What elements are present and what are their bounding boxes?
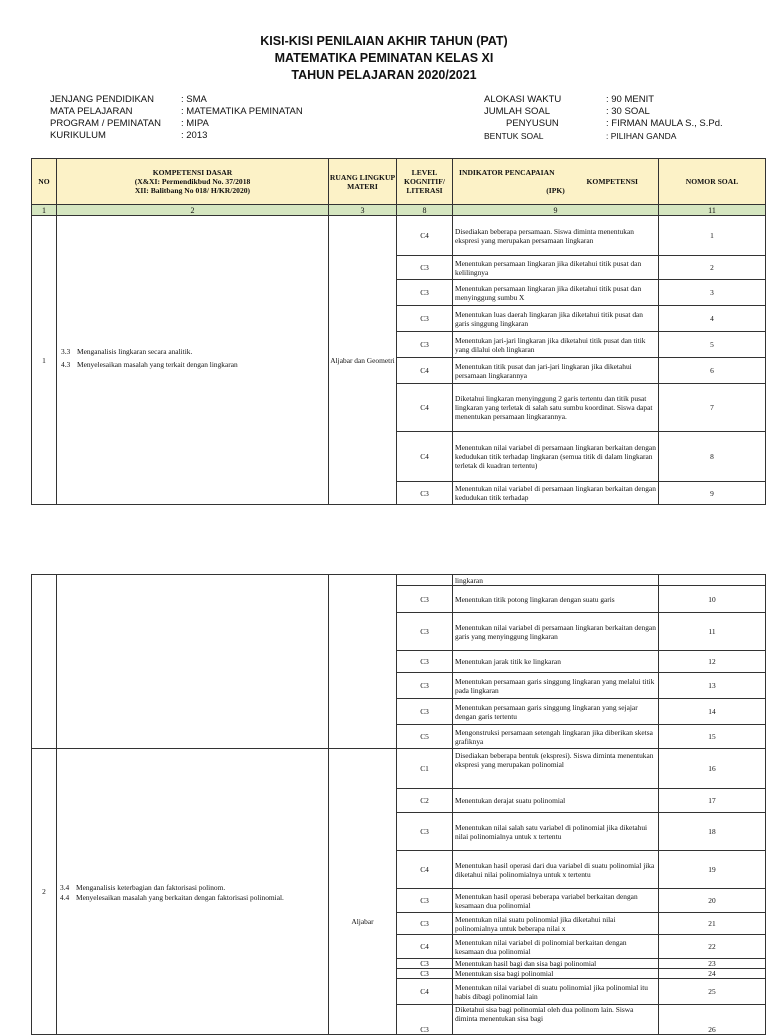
- indikator-cell: Menentukan persamaan garis singgung lingkaran yang sejajar dengan garis tertentu: [453, 699, 659, 725]
- header-kd-line1: KOMPETENSI DASAR: [152, 168, 233, 177]
- nomor-cell: 26: [659, 1005, 766, 1035]
- level-cell: C3: [397, 889, 453, 913]
- header-indikator: [453, 159, 659, 205]
- level-cell: C3: [397, 651, 453, 673]
- indikator-cell: Menentukan persamaan lingkaran jika diketahui titik pusat dan kelilingnya: [453, 256, 659, 280]
- nomor-cell: 2: [659, 256, 766, 280]
- nomor-cell: 14: [659, 699, 766, 725]
- nomor-cell: 8: [659, 432, 766, 482]
- kompetensi-dasar-cell: [57, 749, 329, 1035]
- header-no: NO: [32, 159, 57, 205]
- level-cell: C3: [397, 813, 453, 851]
- materi-cell: Aljabar dan Geometri: [329, 216, 397, 505]
- indikator-cell: Menentukan jari-jari lingkaran jika diketahui titik pusat dan titik yang dilalui oleh lingkaran: [453, 332, 659, 358]
- header-ind-line2: KOMPETENSI: [586, 177, 638, 186]
- info-value: : SMA: [181, 94, 207, 105]
- header-level-kognitif: LEVEL KOGNITIF/ LITERASI: [397, 159, 453, 205]
- document-title-line3: TAHUN PELAJARAN 2020/2021: [291, 68, 477, 82]
- nomor-cell: 9: [659, 482, 766, 505]
- info-label: KURIKULUM: [50, 130, 106, 141]
- nomor-cell: 11: [659, 613, 766, 651]
- kisi-kisi-table-page-1: [31, 158, 766, 505]
- indikator-cell: Menentukan hasil bagi dan sisa bagi polinomial: [453, 959, 659, 969]
- nomor-cell: [659, 575, 766, 586]
- indikator-cell: Menentukan derajat suatu polinomial: [453, 789, 659, 813]
- materi-cell: [329, 575, 397, 749]
- nomor-cell: 7: [659, 384, 766, 432]
- level-cell: C4: [397, 216, 453, 256]
- table-row: [32, 749, 766, 789]
- level-cell: C3: [397, 332, 453, 358]
- info-label: JUMLAH SOAL: [484, 106, 550, 117]
- level-cell: [397, 575, 453, 586]
- level-cell: C2: [397, 789, 453, 813]
- kd-item: 4.4 Menyelesaikan masalah yang berkaitan dengan faktorisasi polinomial.: [60, 892, 284, 902]
- level-cell: C4: [397, 384, 453, 432]
- nomor-cell: 25: [659, 979, 766, 1005]
- nomor-cell: 22: [659, 935, 766, 959]
- info-value: : PILIHAN GANDA: [606, 131, 677, 141]
- indikator-cell: Disediakan beberapa persamaan. Siswa diminta menentukan ekspresi yang merupakan persamaan lingkaran: [453, 216, 659, 256]
- info-value: : 90 MENIT: [606, 94, 655, 105]
- row-number: [32, 575, 57, 749]
- indikator-cell: Menentukan nilai salah satu variabel di polinomial jika diketahui nilai polinomialnya untuk x tertentu: [453, 813, 659, 851]
- kisi-kisi-table-page-2: [31, 574, 766, 1035]
- level-cell: C4: [397, 358, 453, 384]
- level-cell: C4: [397, 432, 453, 482]
- nomor-cell: 13: [659, 673, 766, 699]
- info-right: [484, 94, 723, 142]
- level-cell: C3: [397, 959, 453, 969]
- level-cell: C5: [397, 725, 453, 749]
- column-number: 11: [659, 205, 766, 216]
- column-number: 1: [32, 205, 57, 216]
- info-value: : 30 SOAL: [606, 106, 650, 117]
- level-cell: C4: [397, 851, 453, 889]
- nomor-cell: 24: [659, 969, 766, 979]
- info-label: BENTUK SOAL: [484, 131, 544, 141]
- info-value: : 2013: [181, 130, 208, 141]
- nomor-cell: 21: [659, 913, 766, 935]
- kd-item: 3.4 Menganalisis keterbagian dan faktorisasi polinom.: [60, 882, 226, 892]
- indikator-cell: Menentukan nilai variabel di suatu polinomial jika polinomial itu habis dibagi polinomial lain: [453, 979, 659, 1005]
- nomor-cell: 15: [659, 725, 766, 749]
- info-row-alokasi: [484, 94, 723, 106]
- nomor-cell: 6: [659, 358, 766, 384]
- info-label: ALOKASI WAKTU: [484, 94, 562, 105]
- level-cell: C3: [397, 256, 453, 280]
- level-cell: C3: [397, 306, 453, 332]
- nomor-cell: 10: [659, 586, 766, 613]
- header-kd-line2: (X&XI: Permendikbud No. 37/2018: [134, 177, 251, 186]
- info-row-program: [50, 118, 303, 130]
- column-number: 2: [57, 205, 329, 216]
- table-row: [32, 216, 766, 256]
- nomor-cell: 1: [659, 216, 766, 256]
- kd-item: 4.3 Menyelesaikan masalah yang terkait dengan lingkaran: [61, 360, 238, 369]
- level-cell: C3: [397, 482, 453, 505]
- info-row-penyusun: [484, 118, 723, 130]
- info-row-jenjang: [50, 94, 303, 106]
- level-cell: C4: [397, 935, 453, 959]
- level-cell: C1: [397, 749, 453, 789]
- row-number: 2: [32, 749, 57, 1035]
- indikator-cell: lingkaran: [453, 575, 659, 586]
- document-title-line1: KISI-KISI PENILAIAN AKHIR TAHUN (PAT): [260, 34, 508, 48]
- header-kompetensi-dasar: [57, 159, 329, 205]
- nomor-cell: 20: [659, 889, 766, 913]
- header-ruang-lingkup: RUANG LINGKUP MATERI: [329, 159, 397, 205]
- info-label: PROGRAM / PEMINATAN: [50, 118, 162, 129]
- level-cell: C3: [397, 969, 453, 979]
- document-title-line2: MATEMATIKA PEMINATAN KELAS XI: [274, 51, 494, 65]
- level-cell: C4: [397, 979, 453, 1005]
- column-number-row: [32, 205, 766, 216]
- level-cell: C3: [397, 586, 453, 613]
- table-row: [32, 575, 766, 586]
- info-label: JENJANG PENDIDIKAN: [50, 94, 154, 105]
- info-row-jumlah: [484, 106, 723, 118]
- indikator-cell: Menentukan persamaan garis singgung lingkaran yang melalui titik pada lingkaran: [453, 673, 659, 699]
- info-value: : FIRMAN MAULA S., S.Pd.: [606, 118, 723, 129]
- info-label: PENYUSUN: [506, 118, 559, 129]
- row-number: 1: [32, 216, 57, 505]
- nomor-cell: 18: [659, 813, 766, 851]
- table-header-row: [32, 159, 766, 205]
- indikator-cell: Menentukan titik pusat dan jari-jari lingkaran jika diketahui persamaan lingkarannya: [453, 358, 659, 384]
- column-number: 9: [453, 205, 659, 216]
- header-kd-line3: XII: Balitbang No 018/ H/KR/2020): [134, 186, 251, 195]
- info-value: : MATEMATIKA PEMINATAN: [181, 106, 303, 117]
- level-cell: C3: [397, 673, 453, 699]
- indikator-cell: Menentukan hasil operasi beberapa variabel berkaitan dengan kesamaan dua polinomial: [453, 889, 659, 913]
- level-cell: C3: [397, 280, 453, 306]
- column-number: 3: [329, 205, 397, 216]
- info-left: [50, 94, 303, 142]
- nomor-cell: 12: [659, 651, 766, 673]
- nomor-cell: 17: [659, 789, 766, 813]
- info-row-mapel: [50, 106, 303, 118]
- indikator-cell: Disediakan beberapa bentuk (ekspresi). Siswa diminta menentukan ekspresi yang merupakan polinomial: [453, 749, 659, 789]
- header-nomor-soal: NOMOR SOAL: [659, 159, 766, 205]
- indikator-cell: Menentukan sisa bagi polinomial: [453, 969, 659, 979]
- indikator-cell: Menentukan nilai suatu polinomial jika diketahui nilai polinomialnya untuk beberapa nilai x: [453, 913, 659, 935]
- info-label: MATA PELAJARAN: [50, 106, 133, 117]
- materi-cell: Aljabar: [329, 749, 397, 1035]
- kompetensi-dasar-cell: [57, 216, 329, 505]
- nomor-cell: 16: [659, 749, 766, 789]
- nomor-cell: 23: [659, 959, 766, 969]
- column-number: 8: [397, 205, 453, 216]
- level-cell: C3: [397, 699, 453, 725]
- info-value: : MIPA: [181, 118, 209, 129]
- nomor-cell: 19: [659, 851, 766, 889]
- indikator-cell: Mengonstruksi persamaan setengah lingkaran jika diberikan sketsa grafiknya: [453, 725, 659, 749]
- indikator-cell: Menentukan nilai variabel di persamaan lingkaran berkaitan dengan garis yang menyinggung lingkaran: [453, 613, 659, 651]
- kd-item: 3.3 Menganalisis lingkaran secara analitik.: [61, 347, 193, 356]
- info-row-kurikulum: [50, 130, 303, 142]
- indikator-cell: Menentukan titik potong lingkaran dengan suatu garis: [453, 586, 659, 613]
- level-cell: C3: [397, 613, 453, 651]
- indikator-cell: Menentukan nilai variabel di polinomial berkaitan dengan kesamaan dua polinomial: [453, 935, 659, 959]
- header-ind-line1: INDIKATOR PENCAPAIAN: [459, 168, 555, 177]
- nomor-cell: 3: [659, 280, 766, 306]
- level-cell: C3: [397, 913, 453, 935]
- indikator-cell: Menentukan hasil operasi dari dua variabel di suatu polinomial jika diketahui nilai polinomialnya untuk x tertentu: [453, 851, 659, 889]
- indikator-cell: Menentukan jarak titik ke lingkaran: [453, 651, 659, 673]
- kompetensi-dasar-cell: [57, 575, 329, 749]
- info-row-bentuk: [484, 130, 723, 142]
- indikator-cell: Menentukan persamaan lingkaran jika diketahui titik pusat dan menyinggung sumbu X: [453, 280, 659, 306]
- indikator-cell: Menentukan nilai variabel di persamaan lingkaran berkaitan dengan kedudukan titik terhadap lingkaran (semua titik di dalam lingkaran terletak di kuadran tertentu): [453, 432, 659, 482]
- indikator-cell: Menentukan luas daerah lingkaran jika diketahui titik pusat dan garis singgung lingkaran: [453, 306, 659, 332]
- header-ind-line3: (IPK): [546, 186, 565, 195]
- indikator-cell: Diketahui sisa bagi polinomial oleh dua polinom lain. Siswa diminta menentukan sisa bagi: [453, 1005, 659, 1035]
- nomor-cell: 4: [659, 306, 766, 332]
- nomor-cell: 5: [659, 332, 766, 358]
- level-cell: C3: [397, 1005, 453, 1035]
- indikator-cell: Menentukan nilai variabel di persamaan lingkaran berkaitan dengan kedudukan titik terhadap: [453, 482, 659, 505]
- indikator-cell: Diketahui lingkaran menyinggung 2 garis tertentu dan titik pusat lingkaran yang terletak di salah satu sumbu koordinat. Siswa dapat menentukan persamaan lingkarannya.: [453, 384, 659, 432]
